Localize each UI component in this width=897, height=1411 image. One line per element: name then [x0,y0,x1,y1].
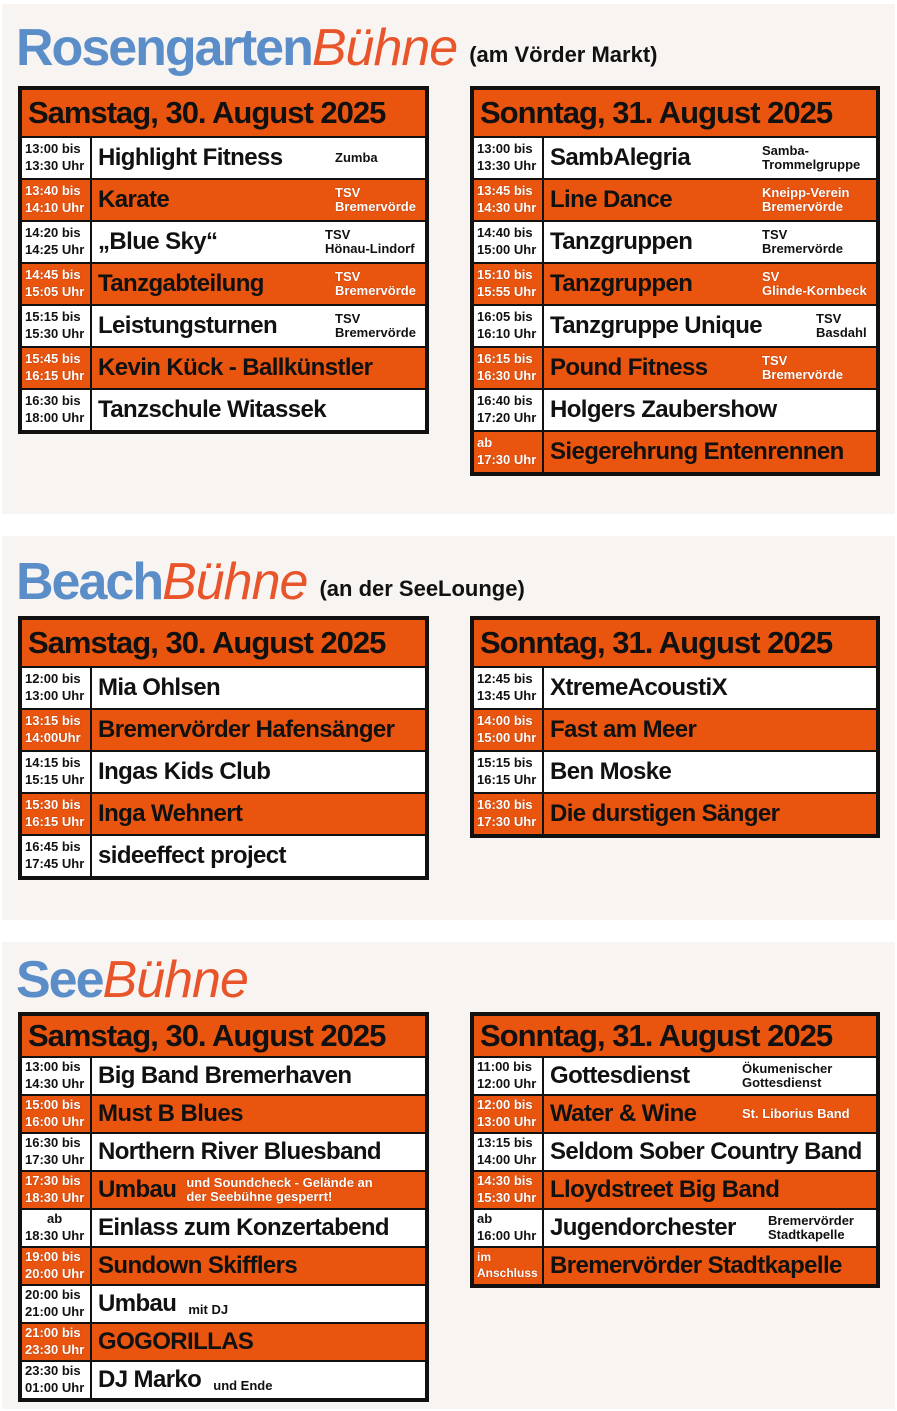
time-range [474,752,544,792]
act-name: Jugendorchester [550,1214,736,1241]
time-end: 15:30 Uhr [25,326,85,341]
act-name: Tanzschule Witassek [98,396,327,423]
schedule-row [474,388,876,430]
act-name: Big Band Bremerhaven [98,1062,352,1089]
act-name: Bremervörder Stadtkapelle [550,1252,842,1279]
stage-location: (an der SeeLounge) [319,576,525,601]
time-range [22,1324,92,1360]
act-name: Must B Blues [98,1100,243,1127]
schedule-row [474,1208,876,1246]
schedule-row [22,262,425,304]
time-end: 20:00 Uhr [25,1266,85,1281]
act-name: Tanzgabteilung [98,270,264,297]
stage-name-main: Rosengarten [16,19,312,77]
time-end: 21:00 Uhr [25,1304,85,1319]
time-start: 16:15 bis [477,351,533,367]
schedule-row [22,220,425,262]
schedule-row [474,1056,876,1094]
time-end: 01:00 Uhr [25,1380,85,1395]
stage-title [16,544,525,611]
time-range [22,836,92,876]
time-start: 15:30 bis [25,797,81,813]
time-range [474,348,544,388]
act-note: TSV Bremervörde [335,184,416,214]
act-note: Bremervörder Stadtkapelle [768,1212,854,1242]
schedule-row [22,792,425,834]
saturday-schedule [18,1012,429,1402]
time-start: 15:15 bis [25,309,81,325]
schedule-rows [474,1056,876,1284]
time-start: ab [477,435,493,451]
time-start: 20:00 bis [25,1287,81,1303]
time-range [22,1134,92,1170]
act-name: DJ Marko [98,1366,202,1393]
act-name: Ben Moske [550,758,672,785]
time-end: 16:30 Uhr [477,368,537,383]
time-start: 13:15 bis [25,713,81,729]
schedule-row [22,1284,425,1322]
time-start: ab [47,1211,63,1227]
sunday-schedule [470,1012,880,1288]
schedule-rows [22,666,425,876]
time-range [474,1058,544,1094]
schedule-row [22,666,425,708]
act-name: Die durstigen Sänger [550,800,780,827]
time-range [474,222,544,262]
schedule-row [474,1132,876,1170]
act-name: Karate [98,186,170,213]
act-name: Northern River Bluesband [98,1138,381,1165]
schedule-row [22,750,425,792]
time-end: 13:30 Uhr [25,158,85,173]
time-start: 16:30 bis [25,393,81,409]
schedule-row [474,178,876,220]
time-end: 13:00 Uhr [477,1114,537,1129]
time-range [22,390,92,430]
time-range [474,1172,544,1208]
act-name: SambAlegria [550,144,691,171]
time-start: 16:45 bis [25,839,81,855]
time-range [22,180,92,220]
time-end: 13:30 Uhr [477,158,537,173]
time-range [22,1096,92,1132]
time-range [474,1096,544,1132]
time-start: 15:15 bis [477,755,533,771]
time-start: 12:45 bis [477,671,533,687]
schedule-row [474,262,876,304]
act-name: Sundown Skifflers [98,1252,298,1279]
schedule-row [22,1170,425,1208]
schedule-row [474,1094,876,1132]
saturday-schedule [18,86,429,434]
act-note: St. Liborius Band [742,1105,850,1121]
act-name: Leistungsturnen [98,312,278,339]
act-note: Kneipp-Verein Bremervörde [762,184,850,214]
act-note: TSV Bremervörde [335,310,416,340]
act-name: Line Dance [550,186,673,213]
time-start: 15:45 bis [25,351,81,367]
time-start: 17:30 bis [25,1173,81,1189]
act-note: Zumba [335,149,378,165]
time-end: 17:30 Uhr [477,452,537,467]
time-range [22,138,92,178]
act-name: sideeffect project [98,842,286,869]
time-range [22,1058,92,1094]
act-name: Umbau [98,1176,177,1203]
time-end: 15:00 Uhr [477,730,537,745]
time-start: 13:15 bis [477,1135,533,1151]
day-title: Sonntag, 31. August 2025 [474,1016,876,1056]
schedule-row [474,750,876,792]
act-note: TSV Bremervörde [335,268,416,298]
time-range [22,752,92,792]
time-start: 14:40 bis [477,225,533,241]
time-range [474,180,544,220]
time-range [474,306,544,346]
time-start: 13:00 bis [25,1059,81,1075]
time-end: 15:05 Uhr [25,284,85,299]
time-end: 14:30 Uhr [477,200,537,215]
time-start: 16:05 bis [477,309,533,325]
time-end: 15:00 Uhr [477,242,537,257]
act-name: Pound Fitness [550,354,708,381]
schedule-row [22,1056,425,1094]
act-name: Inga Wehnert [98,800,243,827]
rosengarten-stage-section [2,4,895,514]
schedule-row [22,388,425,430]
day-title: Samstag, 30. August 2025 [22,620,425,666]
time-end: Anschluss [477,1266,538,1280]
schedule-row [474,430,876,472]
time-end: 23:30 Uhr [25,1342,85,1357]
act-note: TSV Basdahl [816,310,867,340]
act-name: Ingas Kids Club [98,758,271,785]
time-end: 18:30 Uhr [25,1228,85,1243]
time-range [22,1248,92,1284]
time-range [474,710,544,750]
act-note: Samba- Trommelgruppe [762,142,861,172]
act-name: Highlight Fitness [98,144,283,171]
sunday-schedule [470,86,880,476]
time-range [22,222,92,262]
time-start: 15:00 bis [25,1097,81,1113]
schedule-rows [474,136,876,472]
schedule-rows [474,666,876,834]
time-start: 14:20 bis [25,225,81,241]
time-end: 15:15 Uhr [25,772,85,787]
schedule-row [22,834,425,876]
act-name: Water & Wine [550,1100,697,1127]
time-start: ab [477,1211,493,1227]
time-start: 14:45 bis [25,267,81,283]
time-range [22,1210,92,1246]
time-range [474,138,544,178]
stage-location: (am Vörder Markt) [469,42,658,67]
schedule-row [22,708,425,750]
time-start: 19:00 bis [25,1249,81,1265]
time-end: 18:00 Uhr [25,410,85,425]
act-note: mit DJ [188,1301,229,1317]
time-range [474,794,544,834]
schedule-row [474,346,876,388]
act-name: Bremervörder Hafensänger [98,716,395,743]
time-start: im [477,1250,492,1265]
schedule-row [22,1208,425,1246]
stage-name-sub: Bühne [311,19,458,77]
stage-title [16,942,260,1009]
stage-title [16,10,658,77]
act-name: Tanzgruppen [550,270,693,297]
see-stage-section [2,942,895,1409]
act-name: Holgers Zaubershow [550,396,777,423]
act-name: GOGORILLAS [98,1328,254,1355]
act-name: Lloydstreet Big Band [550,1176,780,1203]
act-note: SV Glinde-Kornbeck [762,268,867,298]
act-name: XtremeAcoustiX [550,674,727,701]
time-range [474,390,544,430]
time-range [474,668,544,708]
time-start: 16:30 bis [477,797,533,813]
time-end: 18:30 Uhr [25,1190,85,1205]
schedule-row [22,136,425,178]
act-name: Kevin Kück - Ballkünstler [98,354,373,381]
time-end: 16:15 Uhr [25,368,85,383]
act-name: Mia Ohlsen [98,674,221,701]
act-note: Ökumenischer Gottesdienst [742,1060,833,1090]
time-end: 16:00 Uhr [25,1114,85,1129]
schedule-row [474,1246,876,1284]
act-note: und Ende [213,1377,273,1393]
schedule-row [474,1170,876,1208]
time-range [22,794,92,834]
day-title: Sonntag, 31. August 2025 [474,90,876,136]
act-note: TSV Bremervörde [762,226,843,256]
time-end: 16:10 Uhr [477,326,537,341]
time-end: 14:00Uhr [25,730,81,745]
stage-name-main: See [16,951,103,1009]
schedule-row [474,220,876,262]
time-range [474,1134,544,1170]
time-start: 13:45 bis [477,183,533,199]
schedule-row [474,792,876,834]
schedule-row [474,304,876,346]
stage-name-sub: Bühne [102,951,248,1009]
time-end: 16:15 Uhr [477,772,537,787]
schedule-row [22,1360,425,1398]
time-end: 17:45 Uhr [25,856,85,871]
time-start: 12:00 bis [477,1097,533,1113]
act-name: Seldom Sober Country Band [550,1138,862,1165]
beach-stage-section [2,536,895,920]
time-end: 14:00 Uhr [477,1152,537,1167]
time-end: 13:45 Uhr [477,688,537,703]
time-range [22,1362,92,1398]
stage-name-main: Beach [16,553,163,611]
schedule-row [22,1132,425,1170]
saturday-schedule [18,616,429,880]
time-range [22,1172,92,1208]
act-name: Siegerehrung Entenrennen [550,438,844,465]
time-start: 14:00 bis [477,713,533,729]
schedule-row [474,666,876,708]
time-start: 11:00 bis [477,1059,532,1075]
time-end: 16:15 Uhr [25,814,85,829]
time-end: 15:30 Uhr [477,1190,537,1205]
act-name: Tanzgruppe Unique [550,312,763,339]
time-start: 13:00 bis [477,141,533,157]
time-end: 13:00 Uhr [25,688,85,703]
time-end: 15:55 Uhr [477,284,537,299]
time-start: 13:00 bis [25,141,81,157]
time-range [474,432,544,472]
time-range [22,668,92,708]
sunday-schedule [470,616,880,838]
time-range [22,348,92,388]
act-name: Tanzgruppen [550,228,693,255]
time-end: 14:30 Uhr [25,1076,85,1091]
day-title: Sonntag, 31. August 2025 [474,620,876,666]
schedule-row [22,1246,425,1284]
act-note: und Soundcheck - Gelände an der Seebühne gesperrt! [186,1174,373,1204]
time-end: 16:00 Uhr [477,1228,537,1243]
act-name: Fast am Meer [550,716,697,743]
schedule-row [22,1094,425,1132]
schedule-row [22,1322,425,1360]
schedule-row [474,708,876,750]
time-end: 17:30 Uhr [477,814,537,829]
time-end: 17:20 Uhr [477,410,537,425]
time-start: 15:10 bis [477,267,533,283]
time-start: 21:00 bis [25,1325,81,1341]
schedule-row [474,136,876,178]
time-range [22,710,92,750]
act-note: TSV Hönau-Lindorf [325,226,415,256]
time-range [474,264,544,304]
act-note: TSV Bremervörde [762,352,843,382]
time-end: 12:00 Uhr [477,1076,537,1091]
time-start: 16:30 bis [25,1135,81,1151]
time-end: 17:30 Uhr [25,1152,85,1167]
time-start: 13:40 bis [25,183,81,199]
time-start: 16:40 bis [477,393,533,409]
schedule-rows [22,136,425,430]
time-start: 14:15 bis [25,755,81,771]
schedule-row [22,178,425,220]
time-range [474,1210,544,1246]
time-end: 14:10 Uhr [25,200,85,215]
time-start: 23:30 bis [25,1363,81,1379]
time-range [22,1286,92,1322]
schedule-row [22,346,425,388]
time-range [22,306,92,346]
time-range [474,1248,544,1284]
act-name: Umbau [98,1290,177,1317]
day-title: Samstag, 30. August 2025 [22,90,425,136]
schedule-rows [22,1056,425,1398]
schedule-row [22,304,425,346]
time-end: 14:25 Uhr [25,242,85,257]
act-name: Einlass zum Konzertabend [98,1214,389,1241]
time-start: 12:00 bis [25,671,81,687]
time-start: 14:30 bis [477,1173,533,1189]
stage-name-sub: Bühne [162,553,308,611]
act-name: „Blue Sky“ [98,228,218,255]
time-range [22,264,92,304]
day-title: Samstag, 30. August 2025 [22,1016,425,1056]
act-name: Gottesdienst [550,1062,690,1089]
